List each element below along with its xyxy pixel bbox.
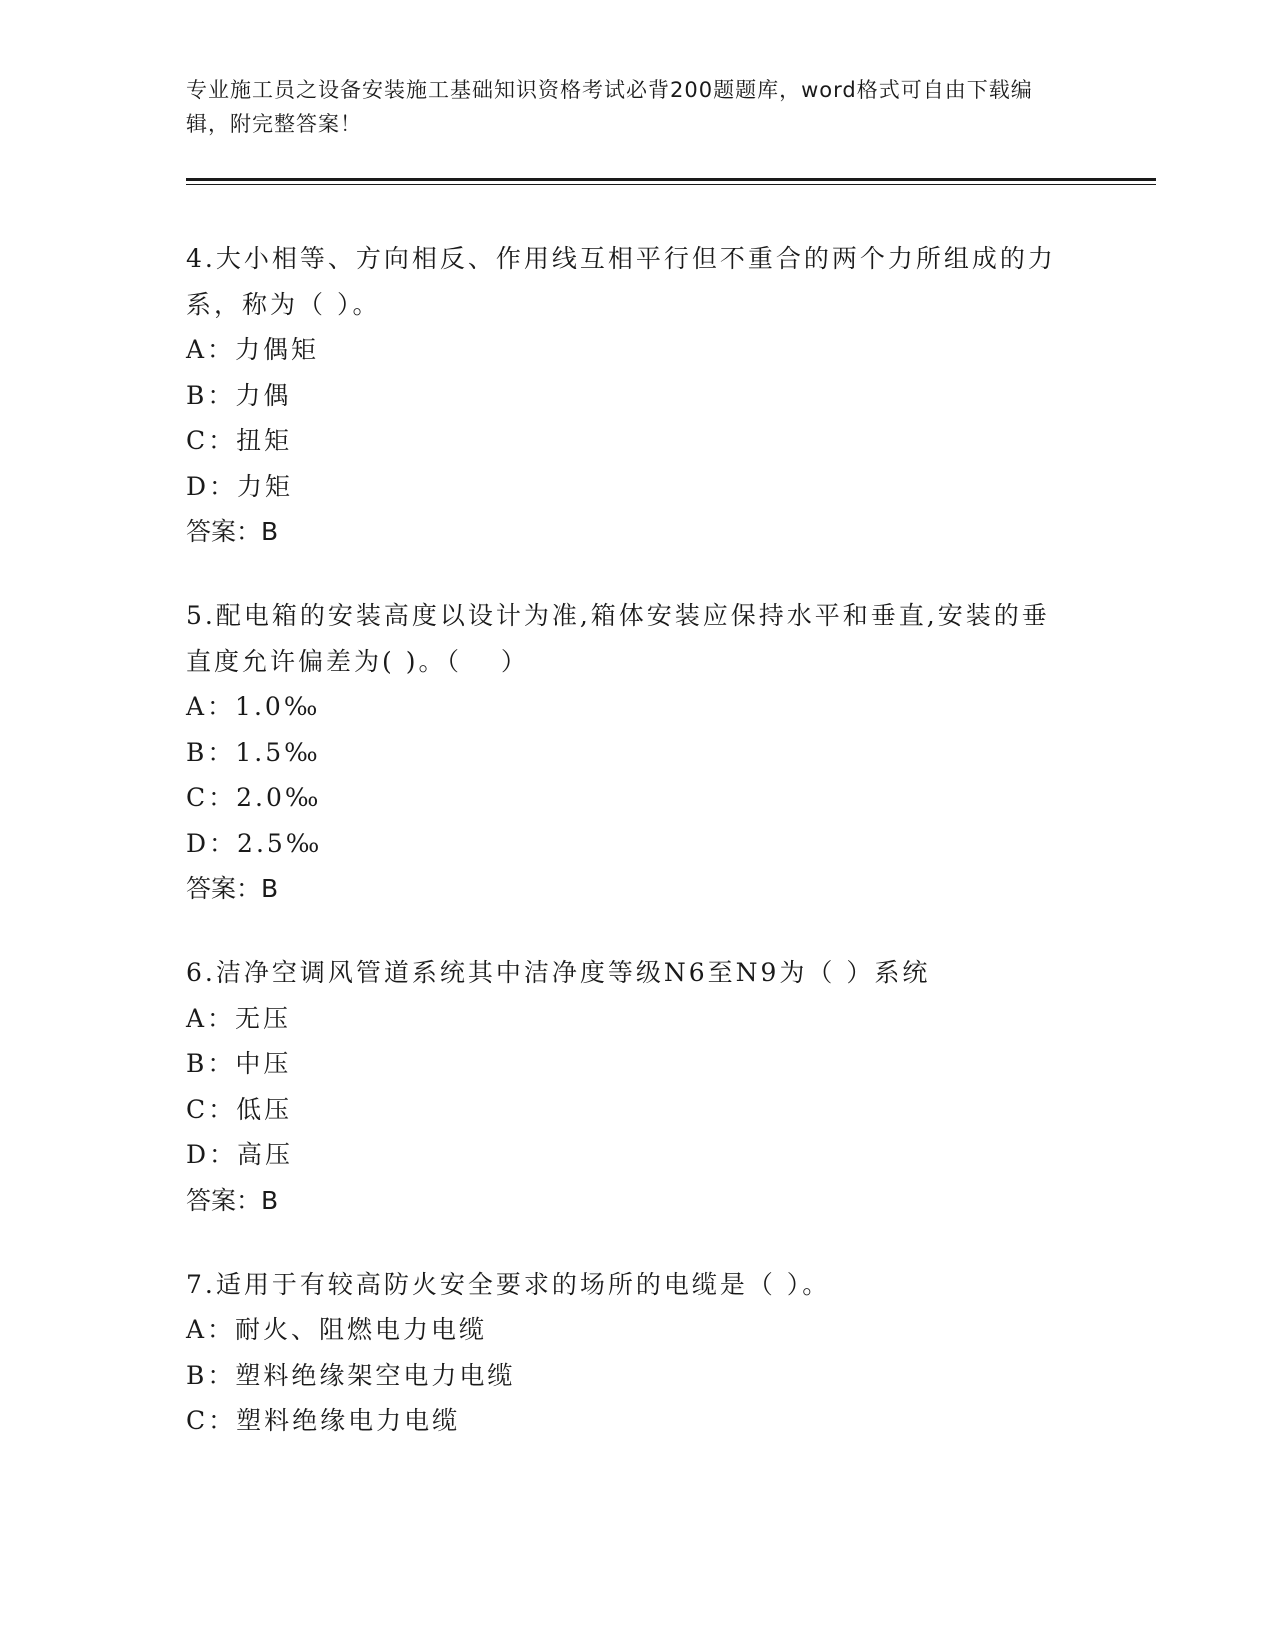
option-a: A：1.0‰ — [186, 692, 321, 721]
option-d: D：2.5‰ — [186, 828, 323, 858]
question-7 — [186, 1262, 1066, 1444]
option-b: B：塑料绝缘架空电力电缆 — [186, 1360, 516, 1390]
question-6 — [186, 950, 1066, 1224]
option-c: C：塑料绝缘电力电缆 — [186, 1406, 461, 1435]
answer: 答案：B — [186, 1185, 279, 1215]
question-4 — [186, 236, 1066, 555]
option-a: A：无压 — [186, 1003, 292, 1033]
option-c: C：2.0‰ — [186, 783, 322, 812]
option-a: A：力偶矩 — [186, 335, 320, 364]
option-b: B：力偶 — [186, 380, 292, 410]
header-divider-thin — [186, 184, 1156, 185]
option-b: B：中压 — [186, 1049, 292, 1078]
option-a: A：耐火、阻燃电力电缆 — [186, 1315, 488, 1344]
question-stem: 4.大小相等、方向相反、作用线互相平行但不重合的两个力所组成的力系，称为（ ）。 — [186, 244, 1056, 319]
option-c: C：扭矩 — [186, 426, 293, 455]
question-stem: 6.洁净空调风管道系统其中洁净度等级N6至N9为（ ）系统 — [186, 958, 931, 987]
answer: 答案：B — [186, 874, 279, 903]
document-header — [186, 73, 1066, 141]
question-stem: 5.配电箱的安装高度以设计为准,箱体安装应保持水平和垂直,安装的垂直度允许偏差为( )。（ ） — [186, 601, 1050, 676]
question-list — [186, 236, 1066, 1482]
question-5 — [186, 593, 1066, 912]
option-b: B：1.5‰ — [186, 737, 321, 767]
question-stem: 7.适用于有较高防火安全要求的场所的电缆是（ ）。 — [186, 1269, 831, 1299]
answer: 答案：B — [186, 517, 279, 546]
option-d: D：力矩 — [186, 471, 294, 501]
document-title: 专业施工员之设备安装施工基础知识资格考试必背200题题库，word格式可自由下载编辑，附完整答案！ — [186, 78, 1033, 136]
header-divider — [186, 178, 1156, 181]
option-d: D：高压 — [186, 1140, 294, 1169]
option-c: C：低压 — [186, 1094, 293, 1124]
